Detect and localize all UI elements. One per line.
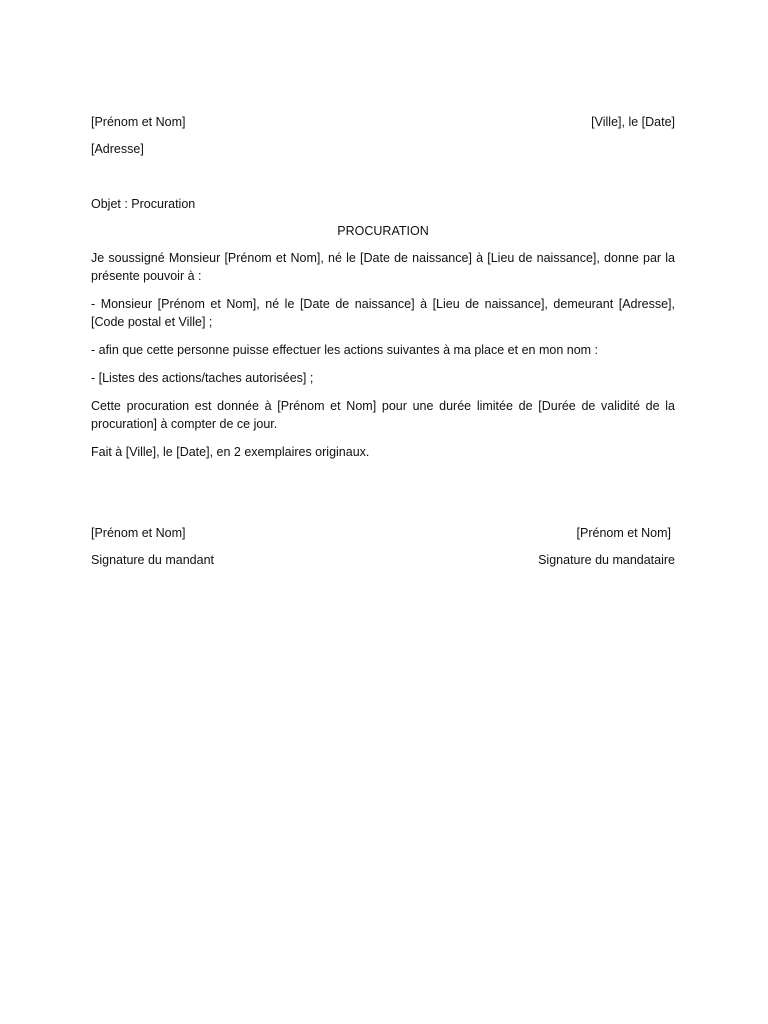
mandataire-signature-label: Signature du mandataire <box>538 553 675 567</box>
paragraph-declaration: Je soussigné Monsieur [Prénom et Nom], né le [Date de naissance] à [Lieu de naissance], donne par la présente pouvoir à : <box>91 251 675 283</box>
signature-roles <box>91 552 675 569</box>
mandant-name: [Prénom et Nom] <box>91 526 186 540</box>
subject-line: Objet : Procuration <box>91 197 196 211</box>
signature-names <box>91 525 675 542</box>
mandataire-name: [Prénom et Nom] <box>576 526 671 540</box>
paragraph-validity: Cette procuration est donnée à [Prénom et Nom] pour une durée limitée de [Durée de validité de la procuration] à compter de ce jour. <box>91 399 675 431</box>
document-title: PROCURATION <box>337 224 429 238</box>
paragraph-closing: Fait à [Ville], le [Date], en 2 exemplaires originaux. <box>91 445 370 459</box>
document-page <box>91 114 675 569</box>
paragraph-mandatary: - Monsieur [Prénom et Nom], né le [Date de naissance] à [Lieu de naissance], demeurant [Adresse], [Code postal et Ville] ; <box>91 297 675 329</box>
place-date: [Ville], le [Date] <box>591 115 675 129</box>
paragraph-actions: - [Listes des actions/taches autorisées] ; <box>91 371 314 385</box>
letter-header <box>91 114 675 131</box>
sender-name: [Prénom et Nom] <box>91 115 186 129</box>
mandant-signature-label: Signature du mandant <box>91 553 215 567</box>
paragraph-purpose: - afin que cette personne puisse effectuer les actions suivantes à ma place et en mon nom : <box>91 343 599 357</box>
sender-address: [Adresse] <box>91 142 144 156</box>
